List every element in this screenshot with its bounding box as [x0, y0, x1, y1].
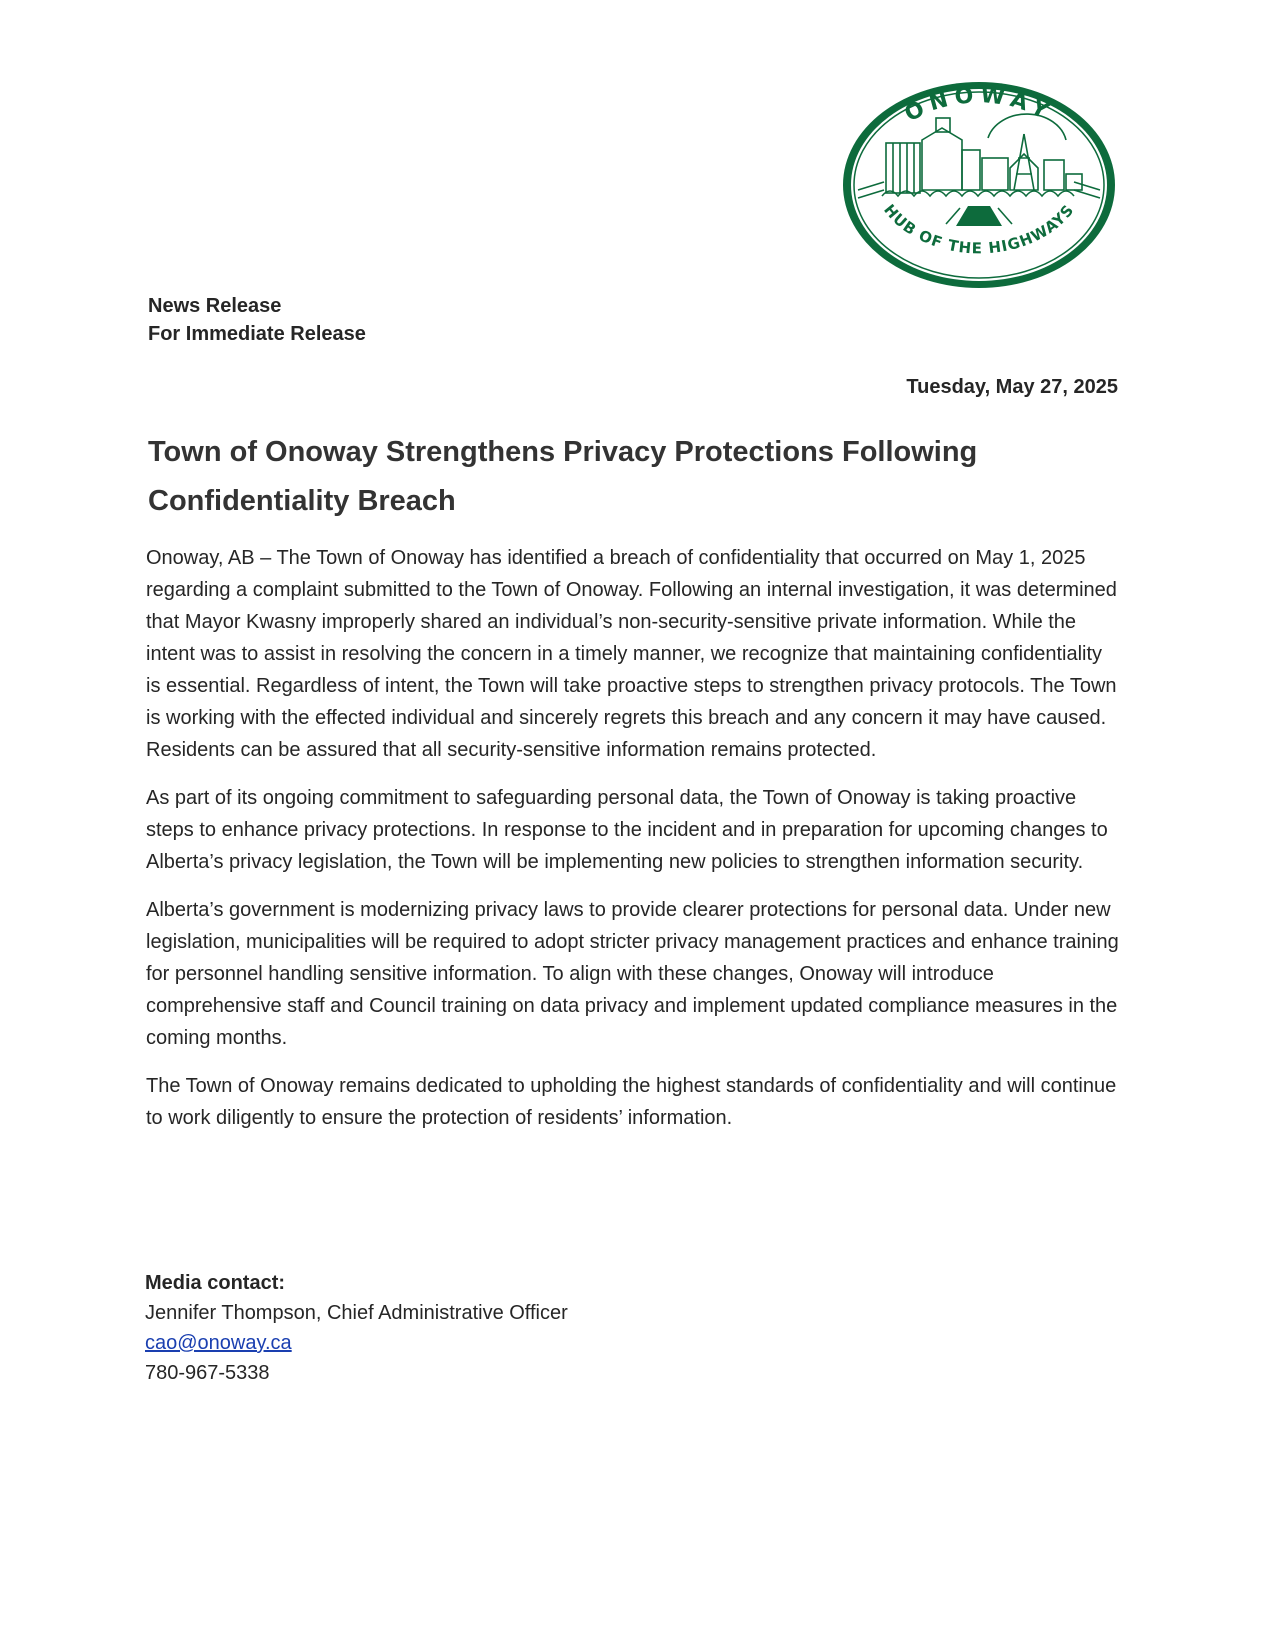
- release-date: Tuesday, May 27, 2025: [906, 376, 1118, 398]
- headline: Town of Onoway Strengthens Privacy Protections Following Confidentiality Breach: [148, 436, 978, 517]
- media-contact-heading: Media contact:: [145, 1272, 286, 1294]
- release-type-block: [148, 292, 366, 348]
- news-release-label: News Release: [148, 295, 282, 317]
- paragraph: Onoway, AB – The Town of Onoway has identified a breach of confidentiality that occurred on May 1, 2025 regarding a complaint submitted to the Town of Onoway. Following an internal investigation, it was determined that Mayor Kwasny improperly shared an individual’s non-security-sensitive private information. While the intent was to assist in resolving the concern in a timely manner, we recognize that maintaining confidentiality is essential. Regardless of intent, the Town will take proactive steps to strengthen privacy protocols. The Town is working with the effected individual and sincerely regrets this breach and any concern it may have caused. Residents can be assured that all security-sensitive information remains protected.: [146, 547, 1117, 761]
- paragraph: As part of its ongoing commitment to safeguarding personal data, the Town of Onoway is taking proactive steps to enhance privacy protections. In response to the incident and in preparation for upcoming changes to Alberta’s privacy legislation, the Town will be implementing new policies to strengthen information security.: [146, 787, 1108, 873]
- svg-text:ONOWAY: ONOWAY: [900, 82, 1058, 128]
- onoway-logo: [838, 78, 1120, 292]
- media-contact: [145, 1268, 568, 1388]
- immediate-release-label: For Immediate Release: [148, 323, 366, 345]
- svg-text:HUB OF THE HIGHWAYS: HUB OF THE HIGHWAYS: [880, 200, 1078, 258]
- contact-name: Jennifer Thompson, Chief Administrative Officer: [145, 1302, 568, 1324]
- paragraph: The Town of Onoway remains dedicated to upholding the highest standards of confidentiality and will continue to work diligently to ensure the protection of residents’ information.: [146, 1075, 1117, 1129]
- paragraph: Alberta’s government is modernizing privacy laws to provide clearer protections for personal data. Under new legislation, municipalities will be required to adopt stricter privacy management practices and enhance training for personnel handling sensitive information. To align with these changes, Onoway will introduce comprehensive staff and Council training on data privacy and implement updated compliance measures in the coming months.: [146, 899, 1119, 1049]
- contact-email-link[interactable]: cao@onoway.ca: [145, 1332, 292, 1354]
- contact-phone: 780-967-5338: [145, 1362, 270, 1384]
- body-text: [146, 542, 1122, 1150]
